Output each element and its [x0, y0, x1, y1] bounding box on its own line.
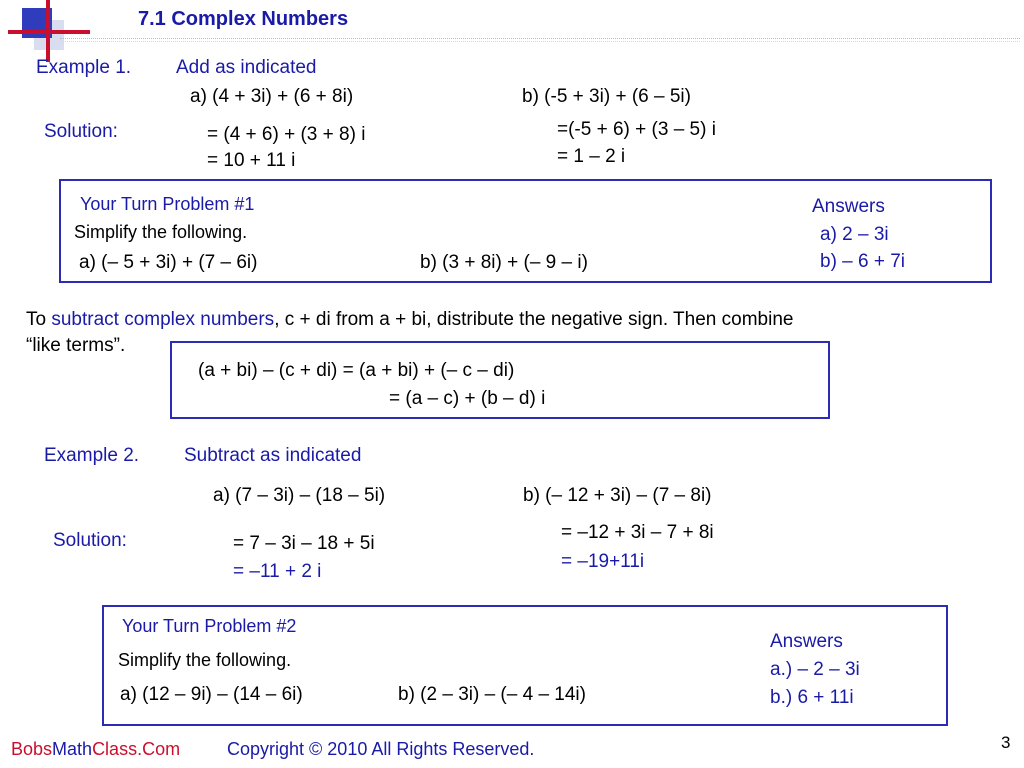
your-turn-1-answer-b: b) – 6 + 7i: [820, 251, 906, 272]
footer-brand-math: Math: [52, 739, 93, 759]
subtract-intro-line2: “like terms”.: [26, 335, 126, 356]
example2-instruction: Subtract as indicated: [184, 445, 362, 466]
your-turn-2-answer-b: b.) 6 + 11i: [770, 687, 854, 708]
header-logo-horizontal-line: [8, 30, 90, 34]
your-turn-2-prompt: Simplify the following.: [118, 650, 292, 670]
footer-brand[interactable]: [11, 739, 180, 760]
example2-solution-b-line1: = –12 + 3i – 7 + 8i: [561, 522, 714, 543]
your-turn-1-answers-label: Answers: [812, 196, 885, 217]
example1-problem-b: b) (-5 + 3i) + (6 – 5i): [522, 86, 691, 107]
footer-copyright: Copyright © 2010 All Rights Reserved.: [227, 739, 535, 759]
header-divider-secondary: [60, 41, 1020, 42]
your-turn-2-title: Your Turn Problem #2: [122, 616, 297, 636]
page-title: 7.1 Complex Numbers: [138, 8, 349, 30]
example1-problem-a: a) (4 + 3i) + (6 + 8i): [190, 86, 354, 107]
example1-solution-b-line2: = 1 – 2 i: [557, 146, 626, 167]
your-turn-2-answer-a: a.) – 2 – 3i: [770, 659, 860, 680]
example2-solution-a-line1: = 7 – 3i – 18 + 5i: [233, 533, 375, 554]
example2-solution-a-line2: = –11 + 2 i: [233, 561, 322, 582]
your-turn-2-problem-b: b) (2 – 3i) – (– 4 – 14i): [398, 684, 586, 705]
example2-solution-b-line2: = –19+11i: [561, 551, 645, 572]
footer-brand-bobs: Bobs: [11, 739, 53, 759]
footer-brand-class: Class.Com: [92, 739, 181, 759]
example1-solution-b-line1: =(-5 + 6) + (3 – 5) i: [557, 119, 716, 140]
example1-solution-a-line1: = (4 + 6) + (3 + 8) i: [207, 124, 366, 145]
example2-problem-b: b) (– 12 + 3i) – (7 – 8i): [523, 485, 712, 506]
subtract-intro-before: To: [26, 309, 52, 330]
subtract-intro-highlight: subtract complex numbers: [51, 309, 275, 330]
example2-solution-label: Solution:: [53, 530, 127, 551]
example2-heading: Example 2.: [44, 445, 140, 466]
example1-instruction: Add as indicated: [176, 57, 317, 78]
your-turn-2-answers-label: Answers: [770, 631, 843, 652]
your-turn-1-answer-a: a) 2 – 3i: [820, 224, 889, 245]
your-turn-1-problem-a: a) (– 5 + 3i) + (7 – 6i): [79, 252, 258, 273]
subtract-intro-line1: [26, 309, 793, 331]
your-turn-1-prompt: Simplify the following.: [74, 222, 248, 242]
your-turn-1-title: Your Turn Problem #1: [80, 194, 255, 214]
your-turn-1-problem-b: b) (3 + 8i) + (– 9 – i): [420, 252, 588, 273]
example1-solution-label: Solution:: [44, 121, 118, 142]
subtract-intro-after: , c + di from a + bi, distribute the negative sign. Then combine: [274, 309, 794, 330]
header-divider: [60, 38, 1020, 39]
example1-solution-a-line2: = 10 + 11 i: [207, 150, 296, 171]
subtract-formula-line1: (a + bi) – (c + di) = (a + bi) + (– c – di): [198, 360, 515, 381]
subtract-formula-line2: = (a – c) + (b – d) i: [389, 388, 546, 409]
your-turn-2-problem-a: a) (12 – 9i) – (14 – 6i): [120, 684, 303, 705]
example1-heading: Example 1.: [36, 57, 132, 78]
page-number: 3: [1001, 733, 1011, 752]
example2-problem-a: a) (7 – 3i) – (18 – 5i): [213, 485, 386, 506]
